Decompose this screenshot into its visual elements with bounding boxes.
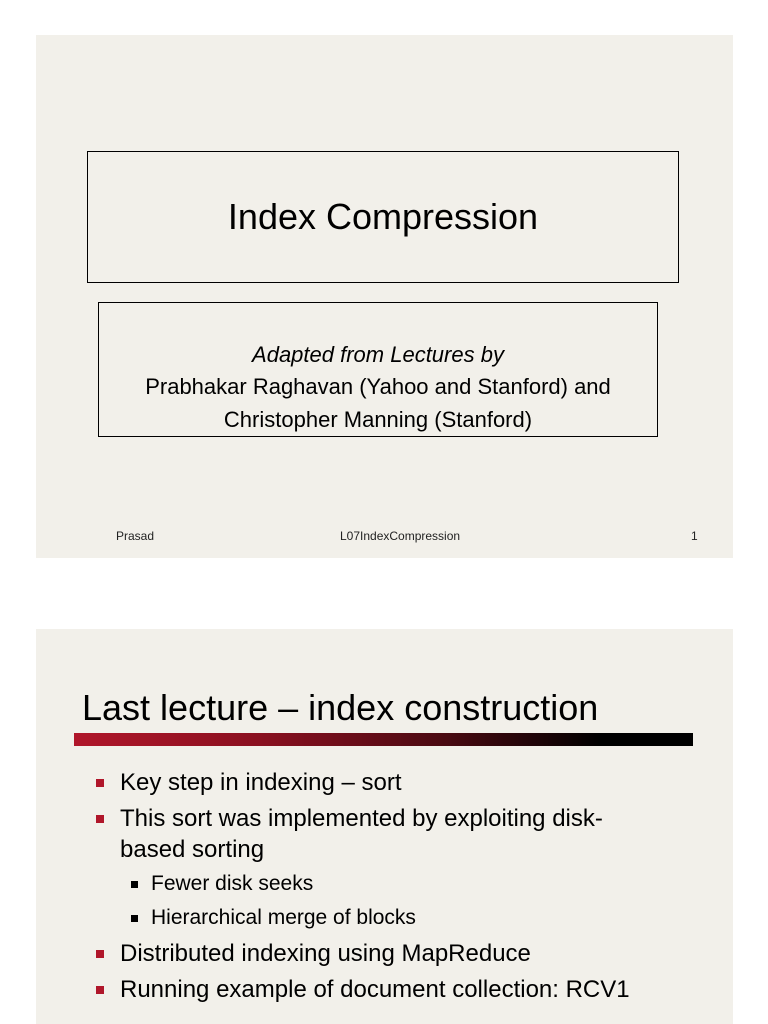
- square-bullet-icon: [96, 779, 104, 787]
- footer-page-number: 1: [691, 529, 698, 543]
- slide-title: Index Compression: [227, 196, 539, 237]
- sub-bullet-item: [36, 870, 733, 898]
- square-bullet-icon: [96, 950, 104, 958]
- sub-bullet-text: Hierarchical merge of blocks: [151, 906, 416, 929]
- slide-1: [36, 35, 733, 558]
- bullet-text: Distributed indexing using MapReduce: [120, 940, 531, 967]
- bullet-item: [36, 974, 733, 1005]
- bullet-item: [36, 803, 733, 865]
- subtitle-author-line-2: Christopher Manning (Stanford): [223, 407, 533, 432]
- bullet-item: [36, 938, 733, 969]
- subtitle-box: [98, 302, 658, 437]
- square-bullet-icon: [131, 881, 138, 888]
- square-bullet-icon: [131, 915, 138, 922]
- bullet-text-line-2: based sorting: [120, 836, 265, 863]
- bullet-text-line-1: This sort was implemented by exploiting disk-: [120, 805, 603, 832]
- bullet-text: Running example of document collection: RCV1: [120, 976, 630, 1003]
- square-bullet-icon: [96, 815, 104, 823]
- sub-bullet-text: Fewer disk seeks: [151, 872, 314, 895]
- subtitle-author-line-1: Prabhakar Raghavan (Yahoo and Stanford) and: [145, 374, 611, 399]
- subtitle-credit-line: Adapted from Lectures by: [252, 342, 504, 367]
- square-bullet-icon: [96, 986, 104, 994]
- slide-2: [36, 629, 733, 1024]
- bullet-text: Key step in indexing – sort: [120, 769, 402, 796]
- bullet-list: [36, 767, 733, 1010]
- footer-author: Prasad: [116, 529, 155, 543]
- title-divider: [74, 733, 693, 746]
- sub-bullet-item: [36, 904, 733, 932]
- footer-filename: L07IndexCompression: [340, 529, 461, 543]
- slide-title: Last lecture – index construction: [82, 687, 599, 728]
- bullet-item: [36, 767, 733, 798]
- title-box: [87, 151, 679, 283]
